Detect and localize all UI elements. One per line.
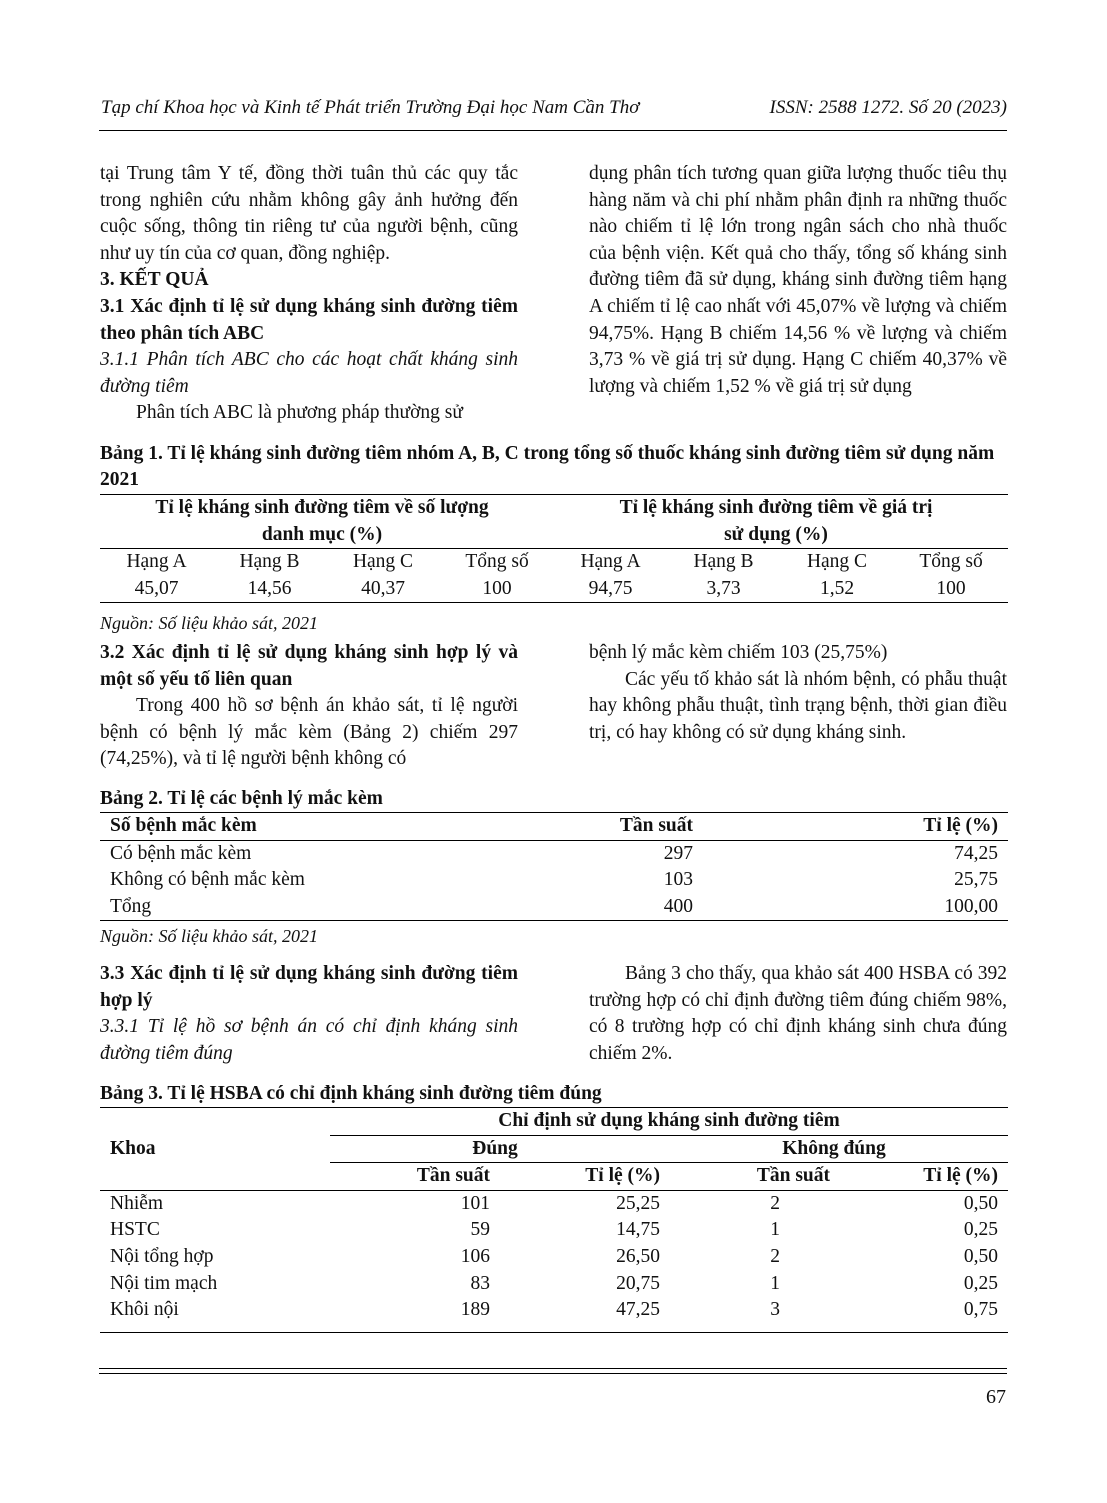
section-3-1-heading: 3.1 Xác định tỉ lệ sử dụng kháng sinh đường tiêm theo phân tích ABC	[100, 295, 518, 344]
table1-value-cell: 3,73	[706, 577, 741, 599]
factors-paragraph: Các yếu tố khảo sát là nhóm bệnh, có phẫu thuật hay không phẫu thuật, tình trạng bệnh, thời gian điều trị, có hay không có sử dụng kháng sinh.	[589, 668, 1007, 743]
table3-cell: 1	[770, 1272, 780, 1294]
table1-value-cell: 1,52	[819, 577, 855, 599]
table3-cell: Nội tim mạch	[110, 1272, 218, 1294]
table3-cell: 59	[470, 1219, 490, 1241]
table1-value-cell: 45,07	[134, 577, 179, 599]
left-column-3	[100, 961, 518, 1067]
results-heading: 3. KẾT QUẢ	[100, 269, 209, 291]
table1-value-cell: 40,37	[361, 577, 405, 599]
table2-header-cell: Tỉ lệ (%)	[923, 815, 998, 836]
table1-header-cell: Hạng B	[693, 551, 754, 573]
section-3-3-heading: 3.3 Xác định tỉ lệ sử dụng kháng sinh đường tiêm hợp lý	[100, 963, 518, 1011]
table-row	[100, 894, 1008, 921]
table3-cell: 26,50	[616, 1245, 660, 1267]
table3-cell: 0,50	[963, 1245, 998, 1267]
table3-khongdung-header: Không đúng	[660, 1135, 1008, 1163]
journal-title: Tạp chí Khoa học và Kinh tế Phát triển Trường Đại học Nam Cần Thơ	[101, 97, 640, 118]
table2-source: Nguồn: Số liệu khảo sát, 2021	[100, 926, 318, 946]
table3-cell: 106	[460, 1245, 490, 1267]
table2-cell: 100,00	[944, 895, 998, 917]
table1	[100, 494, 1008, 603]
table3-cell: 25,25	[616, 1192, 660, 1214]
table-row	[100, 867, 1008, 894]
table3	[100, 1107, 1008, 1333]
table2-cell: Không có bệnh mắc kèm	[110, 869, 305, 891]
table-row	[100, 1217, 1008, 1244]
table-row	[100, 1190, 1008, 1217]
table3-summary-paragraph: Bảng 3 cho thấy, qua khảo sát 400 HSBA có 392 trường hợp có chỉ định đường tiêm đúng chiếm 98%, có 8 trường hợp có chỉ định kháng sinh chưa đúng chiếm 2%.	[589, 963, 1007, 1064]
table3-cell: 0,25	[963, 1272, 998, 1294]
table3-cell: 101	[460, 1192, 490, 1214]
table3-cell: Nhiễm	[110, 1192, 164, 1214]
table3-cell: 20,75	[616, 1272, 660, 1294]
section-3-1-1-heading: 3.1.1 Phân tích ABC cho các hoạt chất kháng sinh đường tiêm	[100, 349, 518, 397]
table1-header-row	[100, 549, 1008, 576]
table2-cell: 74,25	[954, 842, 998, 864]
table3-cell: 47,25	[616, 1299, 660, 1321]
section-3-3-1-heading: 3.3.1 Tỉ lệ hồ sơ bệnh án có chỉ định kháng sinh đường tiêm đúng	[100, 1016, 518, 1064]
table3-cell: 14,75	[616, 1219, 660, 1241]
table1-caption: Bảng 1. Tỉ lệ kháng sinh đường tiêm nhóm A, B, C trong tổng số thuốc kháng sinh đường tiêm sử dụng năm 2021	[100, 443, 995, 490]
abc-intro-paragraph: Phân tích ABC là phương pháp thường sử	[136, 402, 463, 424]
table3-sub-header: Tần suất	[416, 1165, 490, 1187]
table-row	[100, 1297, 1008, 1332]
table1-value-cell: 14,56	[247, 577, 292, 599]
right-column-2	[589, 640, 1007, 746]
table3-sub-header: Tỉ lệ (%)	[585, 1165, 660, 1187]
table1-value-cell: 100	[482, 577, 512, 599]
left-column-1	[100, 161, 518, 427]
table2-header-row	[100, 813, 1008, 841]
table1-value-row	[100, 576, 1008, 603]
table1-header-cell: Hạng B	[239, 551, 300, 573]
table2-cell: Tổng	[110, 895, 152, 917]
right-column-1	[589, 161, 1007, 400]
table1-header-cell: Hạng A	[126, 551, 187, 573]
table2-header-cell: Số bệnh mắc kèm	[110, 815, 257, 836]
comorbidity-paragraph: Trong 400 hồ sơ bệnh án khảo sát, tỉ lệ người bệnh có bệnh lý mắc kèm (Bảng 2) chiếm 297 (74,25%), và tỉ lệ người bệnh không có	[100, 695, 518, 770]
table1-group1-line2: danh mục (%)	[261, 523, 383, 545]
table3-cell: 189	[460, 1299, 490, 1321]
table2-caption: Bảng 2. Tỉ lệ các bệnh lý mắc kèm	[100, 788, 383, 809]
table1-group2-header	[554, 495, 1008, 549]
comorbidity-continued: bệnh lý mắc kèm chiếm 103 (25,75%)	[589, 642, 888, 663]
table3-sub-header: Tần suất	[756, 1165, 830, 1187]
footer-rule	[99, 1368, 1007, 1374]
table1-header-cell: Hạng A	[580, 551, 641, 573]
table1-group1-header	[100, 495, 554, 549]
table3-khoa-header: Khoa	[110, 1137, 156, 1159]
table2	[100, 812, 1008, 921]
table3-cell: HSTC	[110, 1219, 160, 1241]
table1-value-cell: 94,75	[588, 577, 633, 599]
table1-group2-line1: Tỉ lệ kháng sinh đường tiêm về giá trị	[619, 497, 933, 518]
abc-results-paragraph: dụng phân tích tương quan giữa lượng thuốc tiêu thụ hàng năm và chi phí nhằm phân định ra những thuốc nào chiếm tỉ lệ lớn trong ngân sách cho nhà thuốc của bệnh viện. Kết quả cho thấy, tổng số kháng sinh đường tiêm đã sử dụng, kháng sinh đường tiêm hạng A chiếm tỉ lệ cao nhất với 45,07% về lượng và chiếm 94,75%. Hạng B chiếm 14,56 % về lượng và chiếm 3,73 % về giá trị sử dụng. Hạng C chiếm 40,37% về lượng và chiếm 1,52 % về giá trị sử dụng	[589, 163, 1007, 397]
table3-cell: 0,25	[963, 1219, 998, 1241]
table3-cell: Khôi nội	[110, 1299, 179, 1321]
table3-cell: 2	[770, 1192, 780, 1214]
header-rule	[99, 130, 1007, 131]
table3-cell: 2	[770, 1245, 780, 1267]
table2-cell: 103	[663, 869, 693, 891]
table2-cell: 400	[663, 895, 693, 917]
table3-cell: 3	[770, 1299, 780, 1321]
table3-cell: Nội tổng hợp	[110, 1245, 214, 1267]
table3-cell: 83	[470, 1272, 490, 1294]
table-row	[100, 840, 1008, 867]
table3-cell: 0,50	[963, 1192, 998, 1214]
issn-info: ISSN: 2588 1272. Số 20 (2023)	[769, 97, 1007, 118]
right-column-3	[589, 961, 1007, 1067]
table-row	[100, 1271, 1008, 1298]
table-row	[100, 1244, 1008, 1271]
table2-cell: 25,75	[954, 869, 998, 891]
ethics-paragraph: tại Trung tâm Y tế, đồng thời tuân thủ các quy tắc trong nghiên cứu nhằm không gây ảnh hưởng đến cuộc sống, thông tin riêng tư của người bệnh, cũng như uy tín của cơ quan, đồng nghiệp.	[100, 163, 518, 264]
table3-sub-header: Tỉ lệ (%)	[923, 1165, 998, 1187]
table2-cell: 297	[663, 842, 693, 864]
table3-caption: Bảng 3. Tỉ lệ HSBA có chỉ định kháng sinh đường tiêm đúng	[100, 1083, 602, 1104]
table1-header-cell: Tổng số	[465, 551, 529, 573]
table1-header-cell: Hạng C	[352, 551, 414, 573]
table3-group-header: Chỉ định sử dụng kháng sinh đường tiêm	[330, 1108, 1008, 1136]
table1-source: Nguồn: Số liệu khảo sát, 2021	[100, 613, 318, 633]
table2-header-cell: Tần suất	[619, 815, 693, 836]
section-3-2-heading: 3.2 Xác định tỉ lệ sử dụng kháng sinh hợp lý và một số yếu tố liên quan	[100, 642, 518, 690]
table3-cell: 1	[770, 1219, 780, 1241]
table1-header-cell: Hạng C	[806, 551, 868, 573]
table3-dung-header: Đúng	[330, 1135, 660, 1163]
table1-header-cell: Tổng số	[919, 551, 983, 573]
table2-cell: Có bệnh mắc kèm	[110, 842, 252, 864]
page-number: 67	[986, 1386, 1006, 1408]
table1-group2-line2: sử dụng (%)	[724, 523, 828, 545]
left-column-2	[100, 640, 518, 773]
table1-group1-line1: Tỉ lệ kháng sinh đường tiêm về số lượng	[155, 497, 489, 518]
table3-cell: 0,75	[963, 1299, 998, 1321]
table1-value-cell: 100	[936, 577, 966, 599]
